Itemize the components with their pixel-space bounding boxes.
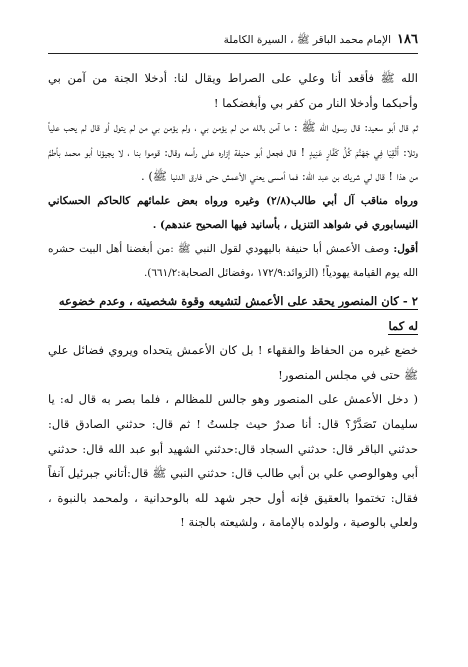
comment-text: وصف الأعمش أبا حنيفة باليهودي لقول النبي ﷺ :من أبغضنا أهل البيت حشره الله يوم القيامة يهودياً! (الزوائد:١٧٢/٩ ،وفضائل الصحابة:٦٦١/٢). bbox=[48, 242, 418, 279]
comment-label: أقول: bbox=[393, 242, 418, 255]
running-head bbox=[48, 32, 418, 54]
page-number: ١٨٦ bbox=[397, 32, 418, 47]
paragraph-4-comment bbox=[48, 237, 418, 285]
section-heading-2 bbox=[48, 289, 418, 338]
paragraph-5: خضع غيره من الحفاظ والفقهاء ! بل كان الأعمش يتحداه ويروي فضائل علي ﷺ حتى في مجلس المنصور! bbox=[48, 343, 418, 382]
paragraph-2: ثم قال أبو سعيد: قال رسول الله ﷺ : ما آمن بالله من لم يؤمن بي ، ولم يؤمن بي من لم يتول أو قال لم يحب علياً وتلا: أَلْقِيَا فِي جَهَنَّمَ كُلَّ كَفَّارٍ عَنِيدٍ ! قال فجعل أبو حنيفة إزاره على رأسه وقال: قوموا بنا ، لا يجيؤنا أبو محمد بأطمَّ من هذا ! قال لي شريك بن عبد الله: فما أمسى يعني الأعمش حتى فارق الدنيا ﷺ) . bbox=[48, 120, 418, 184]
paragraph-3-source-note: ورواه مناقب آل أبي طالب(٢/٨) وغيره ورواه بعض علمائهم كالحاكم الحسكاني النيسابوري في شواهد التنزيل ، بأسانيد فيها الصحيح عندهم) . bbox=[48, 194, 418, 231]
paragraph-6: ( دخل الأعمش على المنصور وهو جالس للمظالم ، فلما بصر به قال له: يا سليمان تَصَدَّرْ؟ قال: أنا صدرٌ حيث جلستُ ! ثم قال: حدثني الصادق قال: حدثني الباقر قال: حدثني السجاد قال:حدثني الشهيد أبو عبد الله قال: حدثني أبي وهوالوصي علي بن أبي طالب قال: حدثني النبي ﷺ قال:أتاني جبرئيل آنفاً فقال: تختموا بالعقيق فإنه أول حجر شهد لله بالوحدانية ، ولمحمد بالنبوة ، ولعلي بالوصية ، ولولده بالإمامة ، ولشيعته بالجنة ! bbox=[48, 392, 418, 530]
running-head-title: الإمام محمد الباقر ﷺ ، السيرة الكاملة bbox=[223, 34, 392, 46]
paragraph-1: الله ﷺ فأقعد أنا وعلي على الصراط ويقال لنا: أدخلا الجنة من آمن بي وأحبكما وأدخلا النار من كفر بي وأبغضكما ! bbox=[48, 71, 418, 110]
section-heading-underlined: ٢ - كان المنصور يحقد على الأعمش لتشيعه وقوة شخصيته ، وعدم خضوعه له كما bbox=[58, 293, 418, 333]
